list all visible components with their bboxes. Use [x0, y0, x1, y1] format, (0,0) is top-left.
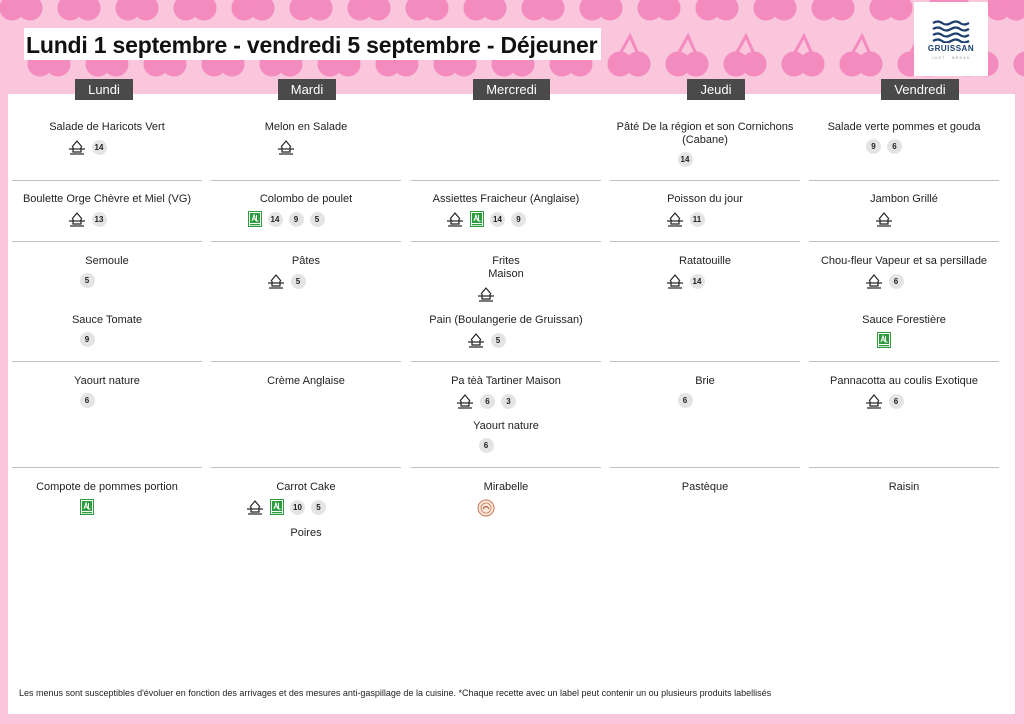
menu-item-name: Raisin — [888, 481, 920, 493]
menu-item-name: Chou-fleur Vapeur et sa persillade — [820, 255, 988, 267]
homemade-house-icon — [456, 393, 474, 409]
logo-subtitle: JUST · BREAK — [931, 54, 971, 60]
row-separator — [411, 241, 601, 242]
cherry-icon — [987, 0, 1024, 19]
allergen-badge: 6 — [887, 139, 902, 154]
allergen-badge: 14 — [268, 212, 283, 227]
allergen-badge: 5 — [311, 500, 326, 515]
cherry-icon — [233, 0, 273, 19]
menu-item-name: Colombo de poulet — [259, 193, 353, 205]
cherry-icon — [465, 0, 505, 19]
allergen-badge: 11 — [690, 212, 705, 227]
local-product-icon — [477, 499, 495, 517]
menu-item-name: Yaourt nature — [473, 420, 539, 432]
row-separator — [809, 180, 999, 181]
menu-item-name: Sauce Tomate — [71, 314, 143, 326]
menu-item-labels — [211, 499, 361, 515]
menu-item-labels — [610, 273, 760, 289]
allergen-badge: 6 — [479, 438, 494, 453]
menu-item — [211, 255, 401, 289]
menu-item-name: Assiettes Fraicheur (Anglaise) — [432, 193, 580, 205]
allergen-badge: 6 — [80, 393, 95, 408]
allergen-badge: 13 — [92, 212, 107, 227]
menu-item-labels — [211, 139, 361, 155]
cherry-icon — [59, 0, 99, 19]
menu-item-name: Salade verte pommes et gouda — [827, 121, 981, 133]
menu-item — [12, 481, 202, 515]
homemade-house-icon — [467, 332, 485, 348]
menu-item-name: Pannacotta au coulis Exotique — [830, 375, 978, 387]
menu-item — [211, 481, 401, 515]
row-separator — [411, 467, 601, 468]
menu-item-name: Frites Maison — [488, 255, 524, 280]
row-separator — [12, 180, 202, 181]
allergen-badge: 14 — [490, 212, 505, 227]
day-label-jeudi: Jeudi — [687, 79, 745, 100]
cherry-icon — [725, 36, 765, 75]
allergen-badge: 6 — [678, 393, 693, 408]
allergen-badge: 9 — [511, 212, 526, 227]
allergen-badge: 3 — [501, 394, 516, 409]
menu-item — [211, 527, 401, 540]
menu-item-name: Melon en Salade — [264, 121, 348, 133]
menu-item-labels — [12, 393, 162, 408]
menu-item — [12, 121, 202, 155]
menu-item-name: Brie — [695, 375, 715, 387]
day-label-mardi: Mardi — [278, 79, 336, 100]
menu-item-name: Sauce Forestière — [862, 314, 946, 326]
menu-item — [211, 193, 401, 227]
menu-item-name: Salade de Haricots Vert — [49, 121, 165, 133]
menu-item-name: Pâté De la région et son Cornichons (Cabane) — [616, 121, 794, 146]
menu-item — [411, 314, 601, 348]
waves-icon — [931, 19, 971, 43]
menu-item-name: Pâtes — [291, 255, 321, 267]
menu-item — [610, 193, 800, 227]
cherry-icon — [609, 36, 649, 75]
menu-item-name: Jambon Grillé — [870, 193, 938, 205]
menu-item-name: Pastèque — [681, 481, 729, 493]
cherry-icon — [1015, 36, 1024, 75]
allergen-badge: 5 — [491, 333, 506, 348]
row-separator — [211, 361, 401, 362]
row-separator — [809, 361, 999, 362]
menu-item-labels — [610, 211, 760, 227]
menu-item — [610, 121, 800, 167]
menu-item-labels — [411, 438, 561, 453]
menu-item — [12, 255, 202, 288]
cherry-icon — [117, 0, 157, 19]
cherry-icon — [639, 0, 679, 19]
menu-item-labels — [809, 139, 959, 154]
menu-item — [12, 375, 202, 408]
menu-item-labels — [411, 393, 561, 409]
row-separator — [411, 180, 601, 181]
menu-item-labels — [12, 499, 162, 515]
row-separator — [610, 180, 800, 181]
menu-item — [610, 481, 800, 494]
day-label-lundi: Lundi — [75, 79, 133, 100]
homemade-house-icon — [277, 139, 295, 155]
row-separator — [809, 467, 999, 468]
homemade-house-icon — [865, 273, 883, 289]
row-separator — [411, 361, 601, 362]
menu-item — [411, 481, 601, 517]
ab-organic-icon — [248, 211, 262, 227]
menu-item-labels — [411, 211, 561, 227]
allergen-badge: 5 — [291, 274, 306, 289]
menu-item-labels — [610, 152, 760, 167]
menu-item — [809, 375, 999, 409]
menu-item-labels — [12, 211, 162, 227]
logo-text: GRUISSAN — [927, 43, 975, 53]
gruissan-logo — [914, 2, 988, 76]
cherry-icon — [349, 0, 389, 19]
allergen-badge: 6 — [889, 394, 904, 409]
cherry-icon — [175, 0, 215, 19]
menu-item — [211, 375, 401, 388]
menu-item — [610, 375, 800, 408]
allergen-badge: 9 — [80, 332, 95, 347]
homemade-house-icon — [246, 499, 264, 515]
menu-item-name: Poisson du jour — [667, 193, 743, 205]
cherry-icon — [783, 36, 823, 75]
ab-organic-icon — [877, 332, 891, 348]
allergen-badge: 14 — [678, 152, 693, 167]
allergen-badge: 9 — [866, 139, 881, 154]
menu-item-labels — [12, 332, 162, 347]
menu-item — [809, 193, 999, 227]
menu-item-name: Yaourt nature — [74, 375, 140, 387]
row-separator — [610, 361, 800, 362]
cherry-icon — [523, 0, 563, 19]
ab-organic-icon — [80, 499, 94, 515]
row-separator — [211, 467, 401, 468]
menu-item-name: Pain (Boulangerie de Gruissan) — [429, 314, 583, 326]
homemade-house-icon — [267, 273, 285, 289]
ab-organic-icon — [270, 499, 284, 515]
menu-item-name: Carrot Cake — [276, 481, 336, 493]
homemade-house-icon — [446, 211, 464, 227]
cherry-icon — [813, 0, 853, 19]
cherry-icon — [871, 0, 911, 19]
row-separator — [610, 467, 800, 468]
row-separator — [12, 467, 202, 468]
cherry-icon — [581, 0, 621, 19]
menu-item-name: Mirabelle — [483, 481, 529, 493]
allergen-badge: 6 — [480, 394, 495, 409]
menu-item-labels — [411, 286, 561, 302]
ab-organic-icon — [470, 211, 484, 227]
menu-item — [411, 193, 601, 227]
cherry-icon — [755, 0, 795, 19]
homemade-house-icon — [666, 211, 684, 227]
allergen-badge: 6 — [889, 274, 904, 289]
page-title: Lundi 1 septembre - vendredi 5 septembre - Déjeuner — [24, 28, 601, 60]
menu-item — [610, 255, 800, 289]
menu-item — [809, 255, 999, 289]
day-label-vendredi: Vendredi — [881, 79, 959, 100]
menu-item-name: Crème Anglaise — [267, 375, 345, 387]
row-separator — [211, 241, 401, 242]
menu-item — [12, 314, 202, 347]
menu-item — [809, 121, 999, 154]
cherry-icon — [697, 0, 737, 19]
menu-item — [411, 420, 601, 453]
allergen-badge: 14 — [92, 140, 107, 155]
allergen-badge: 9 — [289, 212, 304, 227]
row-separator — [12, 241, 202, 242]
menu-item — [211, 121, 401, 155]
allergen-badge: 5 — [80, 273, 95, 288]
row-separator — [809, 241, 999, 242]
menu-item-labels — [211, 273, 361, 289]
row-separator — [12, 361, 202, 362]
menu-item-name: Compote de pommes portion — [36, 481, 178, 493]
menu-item-labels — [809, 211, 959, 227]
cherry-icon — [841, 36, 881, 75]
menu-item — [809, 314, 999, 348]
cherry-icon — [291, 0, 331, 19]
allergen-badge: 5 — [310, 212, 325, 227]
menu-item-labels — [809, 273, 959, 289]
menu-item — [411, 375, 601, 409]
menu-item-name: Poires — [290, 527, 322, 539]
menu-item-labels — [809, 332, 959, 348]
row-separator — [610, 241, 800, 242]
day-label-mercredi: Mercredi — [473, 79, 550, 100]
homemade-house-icon — [865, 393, 883, 409]
menu-item-labels — [12, 139, 162, 155]
menu-item — [809, 481, 999, 494]
menu-item — [12, 193, 202, 227]
menu-item-labels — [12, 273, 162, 288]
menu-item-name: Semoule — [85, 255, 129, 267]
row-separator — [211, 180, 401, 181]
menu-item-name: Pa tèà Tartiner Maison — [451, 375, 561, 387]
cherry-icon — [407, 0, 447, 19]
homemade-house-icon — [68, 211, 86, 227]
menu-item-labels — [411, 499, 561, 517]
cherry-icon — [1, 0, 41, 19]
allergen-badge: 14 — [690, 274, 705, 289]
homemade-house-icon — [68, 139, 86, 155]
homemade-house-icon — [477, 286, 495, 302]
menu-item-labels — [211, 211, 361, 227]
menu-item-name: Ratatouille — [679, 255, 731, 267]
menu-item-labels — [610, 393, 760, 408]
cherry-icon — [667, 36, 707, 75]
menu-item-name: Boulette Orge Chèvre et Miel (VG) — [22, 193, 192, 205]
allergen-badge: 10 — [290, 500, 305, 515]
menu-item-labels — [809, 393, 959, 409]
homemade-house-icon — [875, 211, 893, 227]
menu-item-labels — [411, 332, 561, 348]
menu-item — [411, 255, 601, 302]
footer-note: Les menus sont susceptibles d'évoluer en fonction des arrivages et des mesures anti-gaspillage de la cuisine. *Chaque recette avec un label peut contenir un ou plusieurs produits labellisés — [19, 688, 772, 698]
homemade-house-icon — [666, 273, 684, 289]
